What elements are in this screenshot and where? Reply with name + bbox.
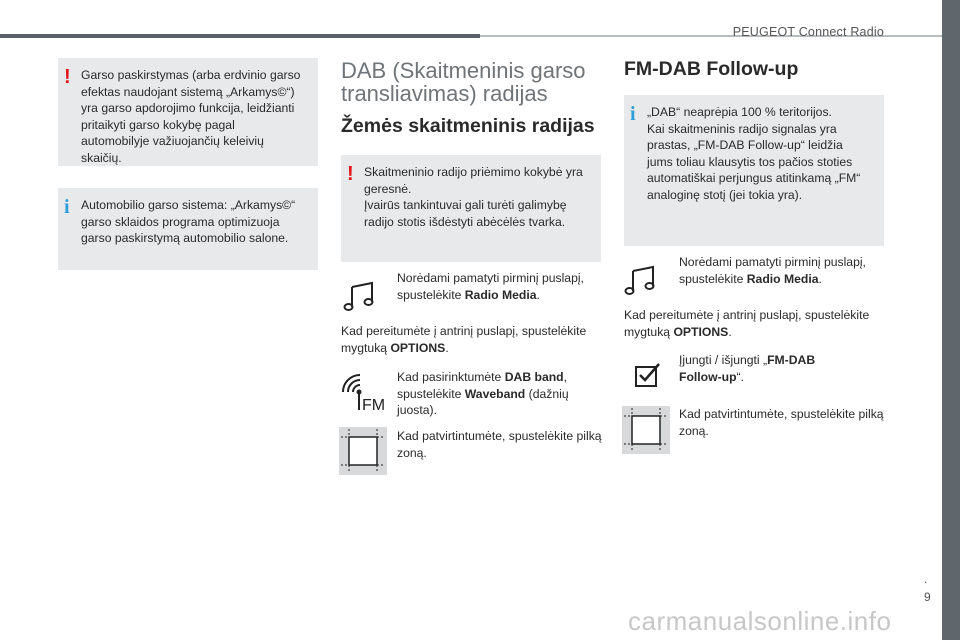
watermark: carmanualsonline.info: [628, 606, 892, 636]
fm-dab-options-bold: OPTIONS: [673, 324, 729, 339]
fm-dab-step-2: [679, 352, 859, 385]
dab-warning-line-2: Įvairūs tankintuvai gali turėti galimybę radijo stotis išdėstyti abėcėlės tvarka.: [364, 198, 567, 229]
dab-step-2-bold-1: DAB band: [504, 370, 564, 384]
fm-dab-step-2-end: “.: [736, 369, 744, 384]
fm-dab-step-3: Kad patvirtintumėte, spustelėkite pilką zoną.: [679, 407, 884, 438]
page-edge-bar: [942, 0, 960, 640]
dab-step-1-bold: Radio Media: [464, 287, 537, 302]
fm-dab-step-2-text: Įjungti / išjungti „: [679, 353, 768, 367]
dab-step-1-end: .: [536, 287, 540, 302]
dab-step-1: [397, 270, 602, 303]
dab-options-bold: OPTIONS: [390, 340, 446, 355]
fm-dab-step-1-bold: Radio Media: [746, 271, 819, 286]
grey-zone-icon: [339, 427, 387, 475]
fm-dab-step-1: [679, 254, 884, 287]
warning-icon: !: [347, 163, 354, 185]
dab-step-2-text: Kad pasirinktumėte: [397, 370, 505, 384]
info-icon: i: [64, 196, 70, 218]
fm-dab-step-2-bold: FM-DAB Follow-up: [679, 353, 816, 384]
dab-options-text: Kad pereitumėte į antrinį puslapį, spustelėkite mygtuką: [341, 324, 587, 355]
page-number: 9: [924, 590, 931, 604]
dab-step-2-end: (dažnių juosta).: [397, 386, 569, 417]
fm-label: FM: [362, 397, 386, 414]
dab-step-2-bold-2: Waveband: [464, 386, 526, 401]
dab-warning-line-1: Skaitmeninio radijo priėmimo kokybė yra geresnė.: [364, 165, 583, 196]
warning-note: [58, 58, 318, 166]
grey-zone-icon: [622, 406, 670, 454]
fm-dab-info-line-2: Kai skaitmeninis radijo signalas yra prastas, „FM-DAB Follow-up“ leidžia jums toliau klausytis tos pačios stoties automatiškai perjungus atitinkamą „FM“ analoginę stotį (jei tokia yra).: [647, 121, 861, 202]
dab-step-3: Kad patvirtintumėte, spustelėkite pilką zoną.: [397, 429, 602, 460]
fm-dab-step-1-end: .: [818, 271, 822, 286]
info-note-text: Automobilio garso sistema: „Arkamys©“ garso sklaidos programa optimizuoja garso paskirstymą automobilio salone.: [81, 198, 296, 245]
checkbox-icon: [634, 362, 662, 388]
fm-dab-info-note: [624, 95, 884, 246]
info-note: [58, 188, 318, 270]
fm-dab-step-1-text: Norėdami pamatyti pirminį puslapį, spustelėkite: [679, 255, 866, 286]
fm-dab-options-paragraph: [624, 307, 886, 340]
dab-step-2-mid: , spustelėkite: [397, 370, 568, 401]
fm-dab-options-text: Kad pereitumėte į antrinį puslapį, spustelėkite mygtuką: [624, 308, 870, 339]
music-note-icon: [343, 281, 377, 311]
dab-step-1-text: Norėdami pamatyti pirminį puslapį, spustelėkite: [397, 271, 584, 302]
section-title: DAB (Skaitmeninis garso transliavimas) radijas: [341, 58, 586, 106]
fm-radio-icon: [342, 372, 386, 414]
info-icon: i: [630, 103, 636, 125]
page-dot: .: [924, 572, 928, 586]
dab-step-2: [397, 369, 602, 419]
music-note-icon: [624, 265, 658, 295]
fm-dab-info-line-1: „DAB“ neaprėpia 100 % teritorijos.: [647, 105, 832, 119]
running-header: PEUGEOT Connect Radio: [732, 25, 884, 39]
dab-options-end: .: [445, 340, 449, 355]
top-rule: [0, 34, 480, 38]
warning-icon: !: [64, 66, 71, 88]
section-subtitle: Žemės skaitmeninis radijas: [341, 115, 595, 137]
fm-dab-options-end: .: [728, 324, 732, 339]
dab-warning-note: [341, 155, 601, 262]
fm-dab-title: FM-DAB Follow-up: [624, 58, 799, 80]
warning-note-text: Garso paskirstymas (arba erdvinio garso efektas naudojant sistemą „Arkamys©“) yra garso apdorojimo funkcija, leidžianti pritaikyti garso kokybę pagal automobilyje važiuojančių keleivių skaičių.: [81, 68, 301, 165]
dab-options-paragraph: [341, 323, 603, 356]
